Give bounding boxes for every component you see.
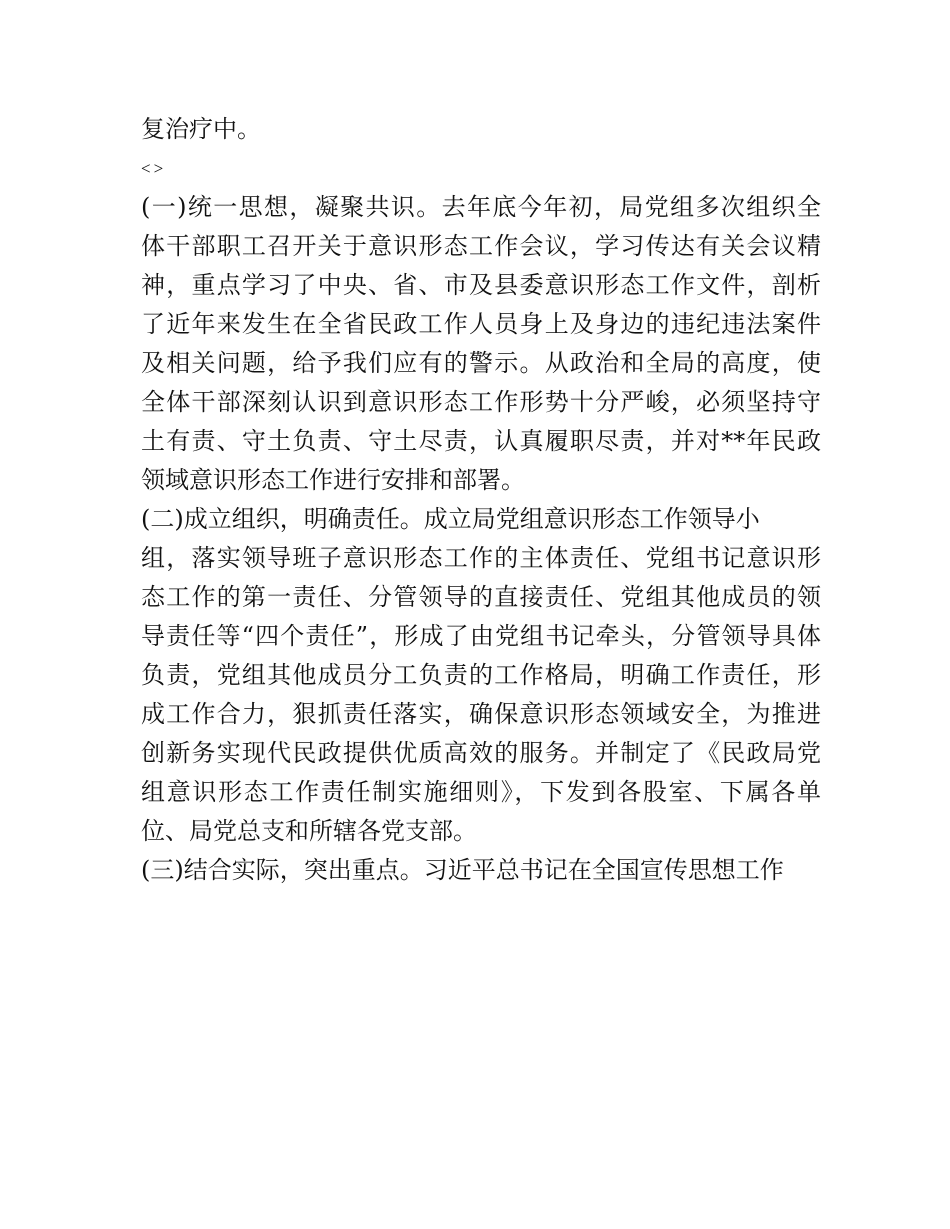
text-line: 及相关问题，给予我们应有的警示。从政治和全局的高度，使 xyxy=(141,349,821,377)
placeholder-marker: <> xyxy=(141,159,167,178)
text-line: (一)统一思想，凝聚共识。去年底今年初，局党组多次组织全 xyxy=(141,193,821,221)
text-line: 土有责、守土负责、守土尽责，认真履职尽责，并对**年民政 xyxy=(141,427,821,455)
text-line: 成工作合力，狠抓责任落实，确保意识形态领域安全，为推进 xyxy=(141,700,821,728)
text-line: 全体干部深刻认识到意识形态工作形势十分严峻，必须坚持守 xyxy=(141,388,821,416)
text-line: 负责，党组其他成员分工负责的工作格局，明确工作责任，形 xyxy=(141,661,821,689)
text-line: 神，重点学习了中央、省、市及县委意识形态工作文件，剖析 xyxy=(141,271,821,299)
paragraph-combine-reality xyxy=(141,851,821,890)
intro-fragment xyxy=(141,110,821,149)
document-body xyxy=(141,110,821,890)
text-line: 创新务实现代民政提供优质高效的服务。并制定了《民政局党 xyxy=(141,739,821,767)
paragraph-unify-thinking xyxy=(141,188,821,500)
text-line: 位、局党总支和所辖各党支部。 xyxy=(141,817,477,845)
text-line: 组，落实领导班子意识形态工作的主体责任、党组书记意识形 xyxy=(141,544,821,572)
paragraph-establish-organization xyxy=(141,500,821,851)
text-line: 了近年来发生在全省民政工作人员身上及身边的违纪违法案件 xyxy=(141,310,821,338)
text-line: 导责任等“四个责任”，形成了由党组书记牵头，分管领导具体 xyxy=(141,622,821,650)
text-line: 领域意识形态工作进行安排和部署。 xyxy=(141,466,525,494)
text-line: (二)成立组织，明确责任。成立局党组意识形态工作领导小 xyxy=(141,505,760,533)
text-line: (三)结合实际，突出重点。习近平总书记在全国宣传思想工作 xyxy=(141,856,784,884)
text-line: 复治疗中。 xyxy=(141,115,261,143)
text-line: 态工作的第一责任、分管领导的直接责任、党组其他成员的领 xyxy=(141,583,821,611)
text-line: 组意识形态工作责任制实施细则》，下发到各股室、下属各单 xyxy=(141,778,821,806)
text-line: 体干部职工召开关于意识形态工作会议，学习传达有关会议精 xyxy=(141,232,821,260)
